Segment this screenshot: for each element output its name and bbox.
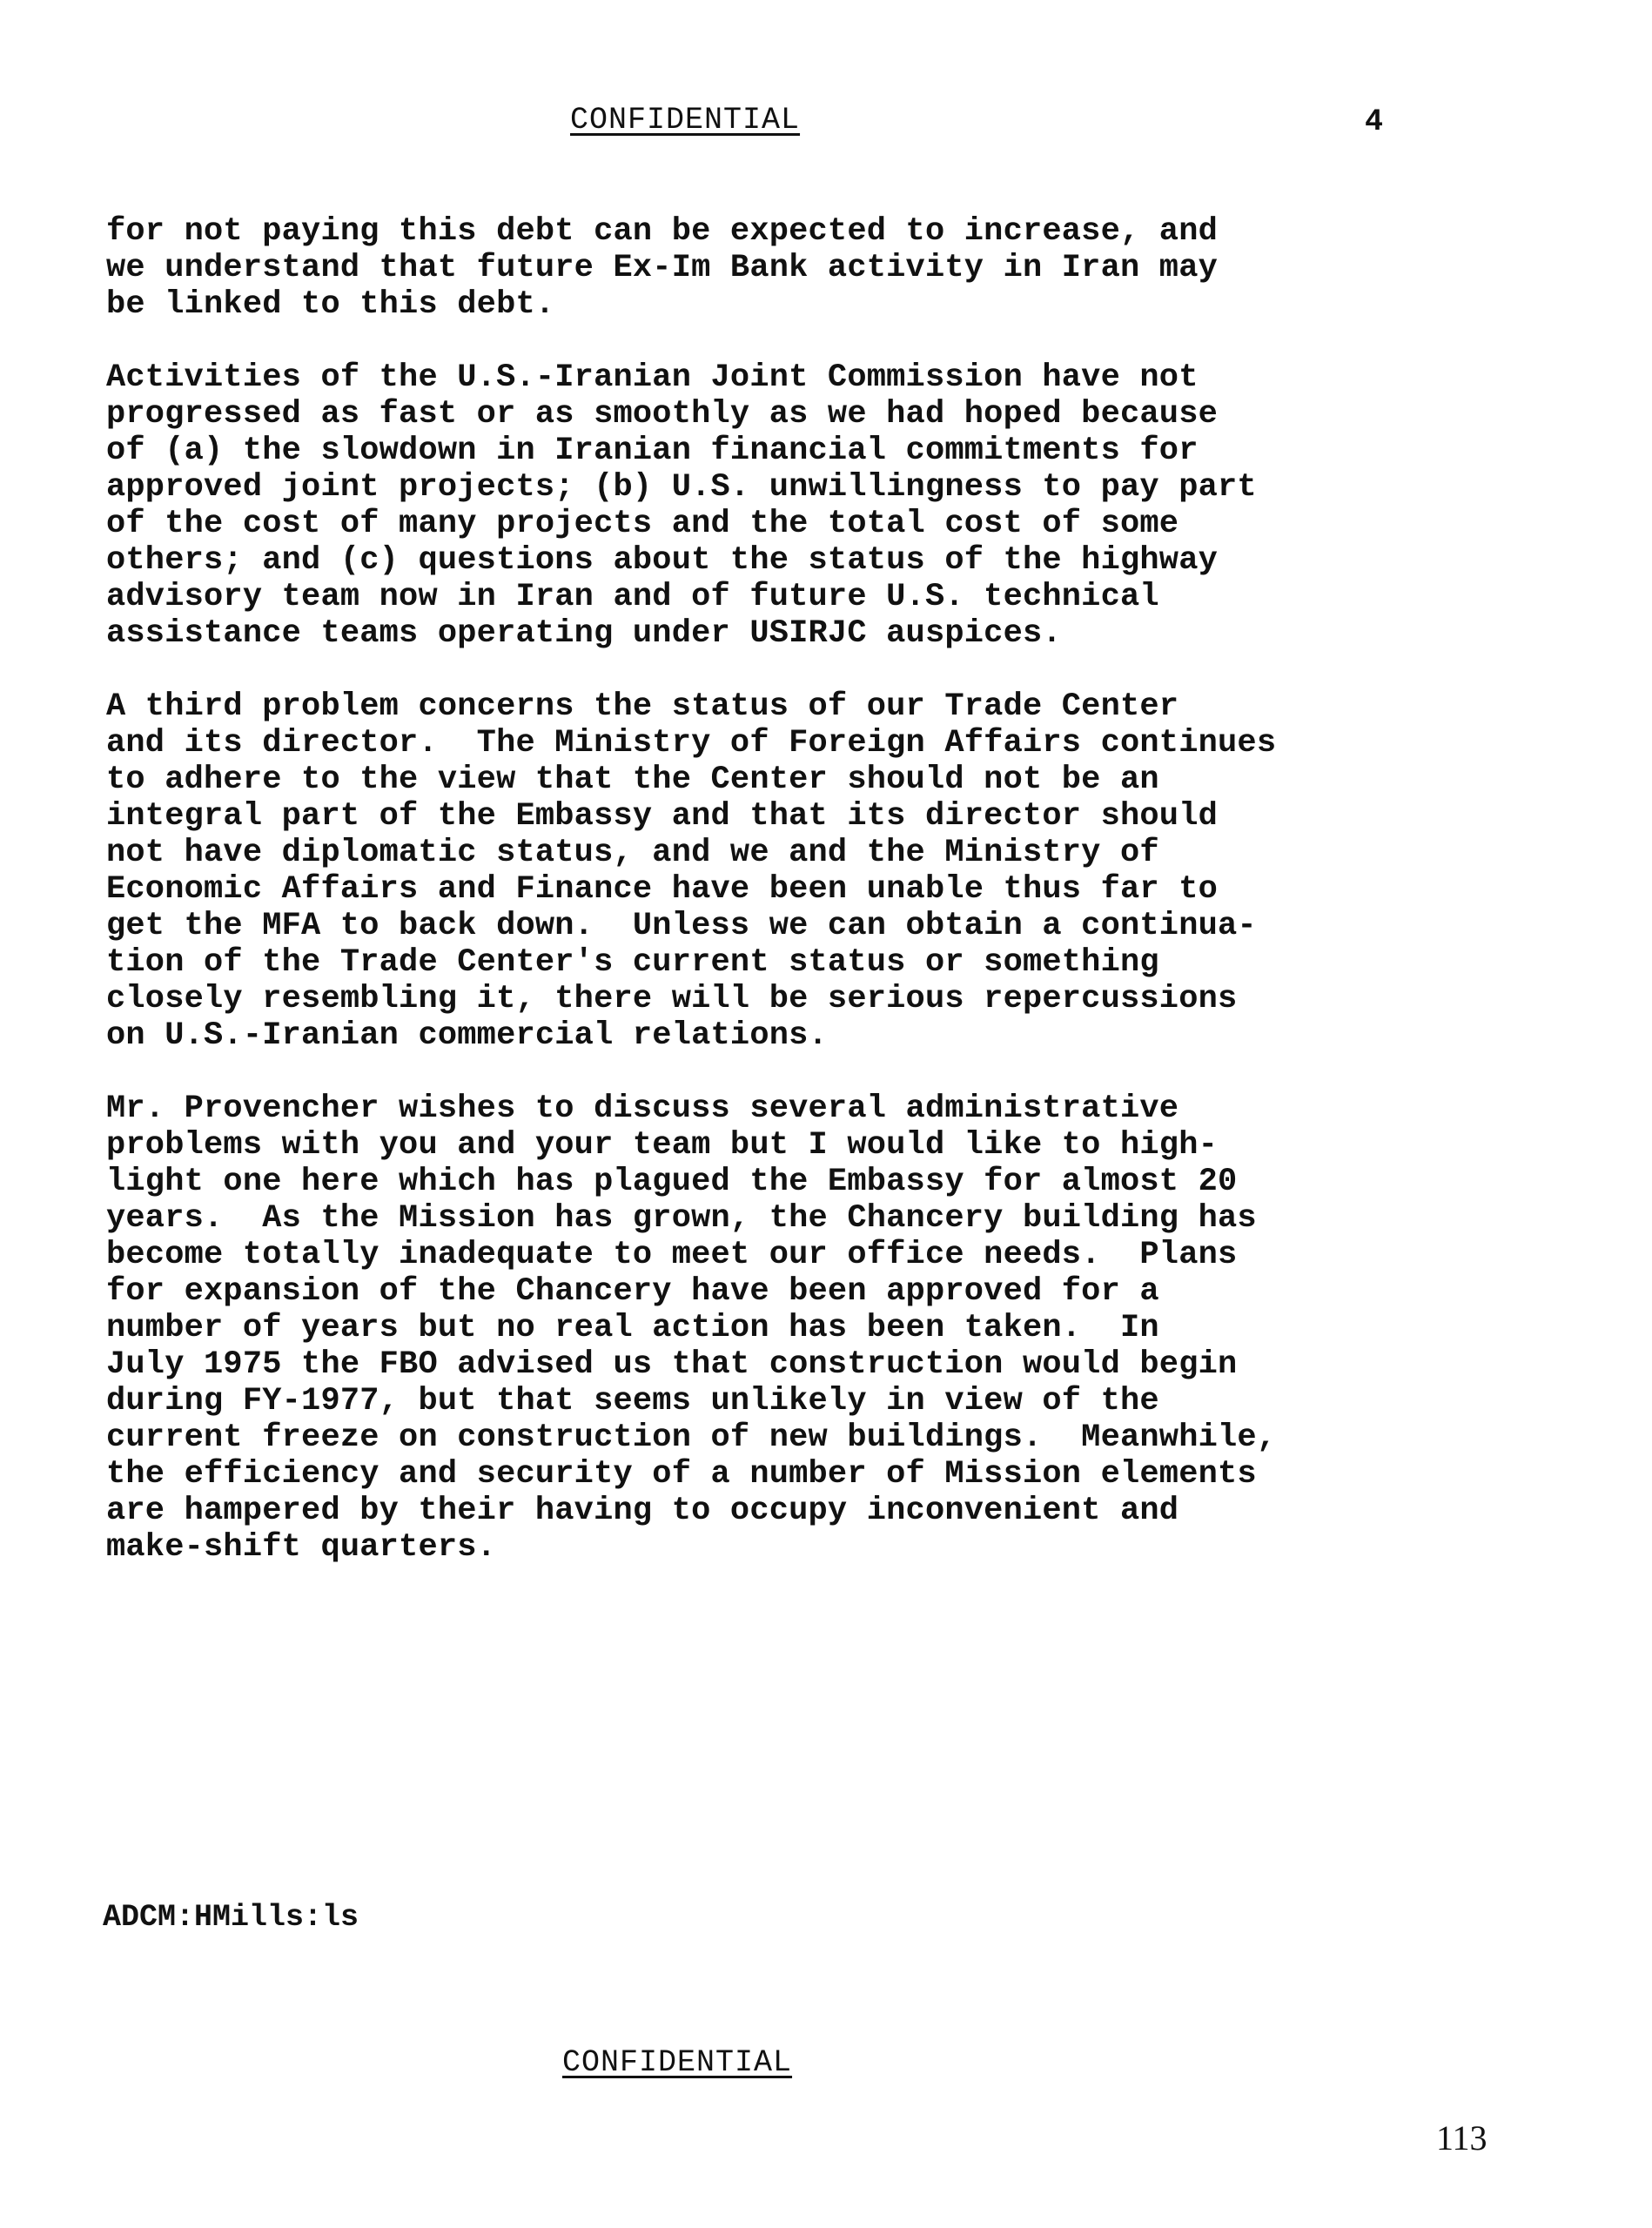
text-line: integral part of the Embassy and that its director should bbox=[106, 798, 1219, 835]
text-line: problems with you and your team but I would like to high- bbox=[106, 1127, 1219, 1164]
page-number: 4 bbox=[1365, 104, 1384, 139]
text-line: and its director. The Ministry of Foreign Affairs continues bbox=[106, 725, 1277, 762]
text-line: to adhere to the view that the Center should not be an bbox=[106, 762, 1159, 798]
text-line: on U.S.-Iranian commercial relations. bbox=[106, 1017, 828, 1054]
text-line: assistance teams operating under USIRJC auspices. bbox=[106, 615, 1062, 652]
text-line: closely resembling it, there will be serious repercussions bbox=[106, 981, 1238, 1017]
paragraph bbox=[106, 359, 1464, 652]
text-line: during FY-1977, but that seems unlikely in view of the bbox=[106, 1383, 1159, 1419]
text-line: A third problem concerns the status of our Trade Center bbox=[106, 688, 1179, 725]
text-line: we understand that future Ex-Im Bank activity in Iran may bbox=[106, 250, 1219, 286]
paragraph bbox=[106, 1091, 1464, 1566]
text-line: current freeze on construction of new buildings. Meanwhile, bbox=[106, 1419, 1277, 1456]
text-line: number of years but no real action has been taken. In bbox=[106, 1310, 1159, 1346]
text-line: for expansion of the Chancery have been approved for a bbox=[106, 1273, 1159, 1310]
text-line: for not paying this debt can be expected to increase, and bbox=[106, 213, 1219, 250]
archive-page-number: 113 bbox=[1436, 2118, 1487, 2158]
text-line: not have diplomatic status, and we and the Ministry of bbox=[106, 835, 1159, 871]
text-line: get the MFA to back down. Unless we can obtain a continua- bbox=[106, 908, 1257, 944]
letter-body bbox=[106, 213, 1464, 1602]
text-line: of the cost of many projects and the total cost of some bbox=[106, 506, 1179, 542]
text-line: July 1975 the FBO advised us that construction would begin bbox=[106, 1346, 1238, 1383]
text-line: approved joint projects; (b) U.S. unwillingness to pay part bbox=[106, 469, 1257, 506]
text-line: are hampered by their having to occupy inconvenient and bbox=[106, 1493, 1179, 1529]
text-line: make-shift quarters. bbox=[106, 1529, 497, 1566]
footer-classification: CONFIDENTIAL bbox=[562, 2045, 793, 2080]
paragraph bbox=[106, 213, 1464, 323]
header-classification: CONFIDENTIAL bbox=[570, 103, 801, 138]
text-line: Economic Affairs and Finance have been unable thus far to bbox=[106, 871, 1219, 908]
drafter-initials: ADCM:HMills:ls bbox=[103, 1900, 359, 1935]
text-line: be linked to this debt. bbox=[106, 286, 555, 323]
text-line: become totally inadequate to meet our office needs. Plans bbox=[106, 1237, 1238, 1273]
text-line: Activities of the U.S.-Iranian Joint Commission have not bbox=[106, 359, 1199, 396]
text-line: Mr. Provencher wishes to discuss several administrative bbox=[106, 1091, 1179, 1127]
text-line: years. As the Mission has grown, the Chancery building has bbox=[106, 1200, 1257, 1237]
text-line: light one here which has plagued the Embassy for almost 20 bbox=[106, 1164, 1238, 1200]
text-line: progressed as fast or as smoothly as we had hoped because bbox=[106, 396, 1219, 433]
text-line: tion of the Trade Center's current status or something bbox=[106, 944, 1159, 981]
text-line: others; and (c) questions about the status of the highway bbox=[106, 542, 1219, 579]
text-line: the efficiency and security of a number of Mission elements bbox=[106, 1456, 1257, 1493]
text-line: of (a) the slowdown in Iranian financial commitments for bbox=[106, 433, 1199, 469]
paragraph bbox=[106, 688, 1464, 1054]
text-line: advisory team now in Iran and of future U.S. technical bbox=[106, 579, 1159, 615]
